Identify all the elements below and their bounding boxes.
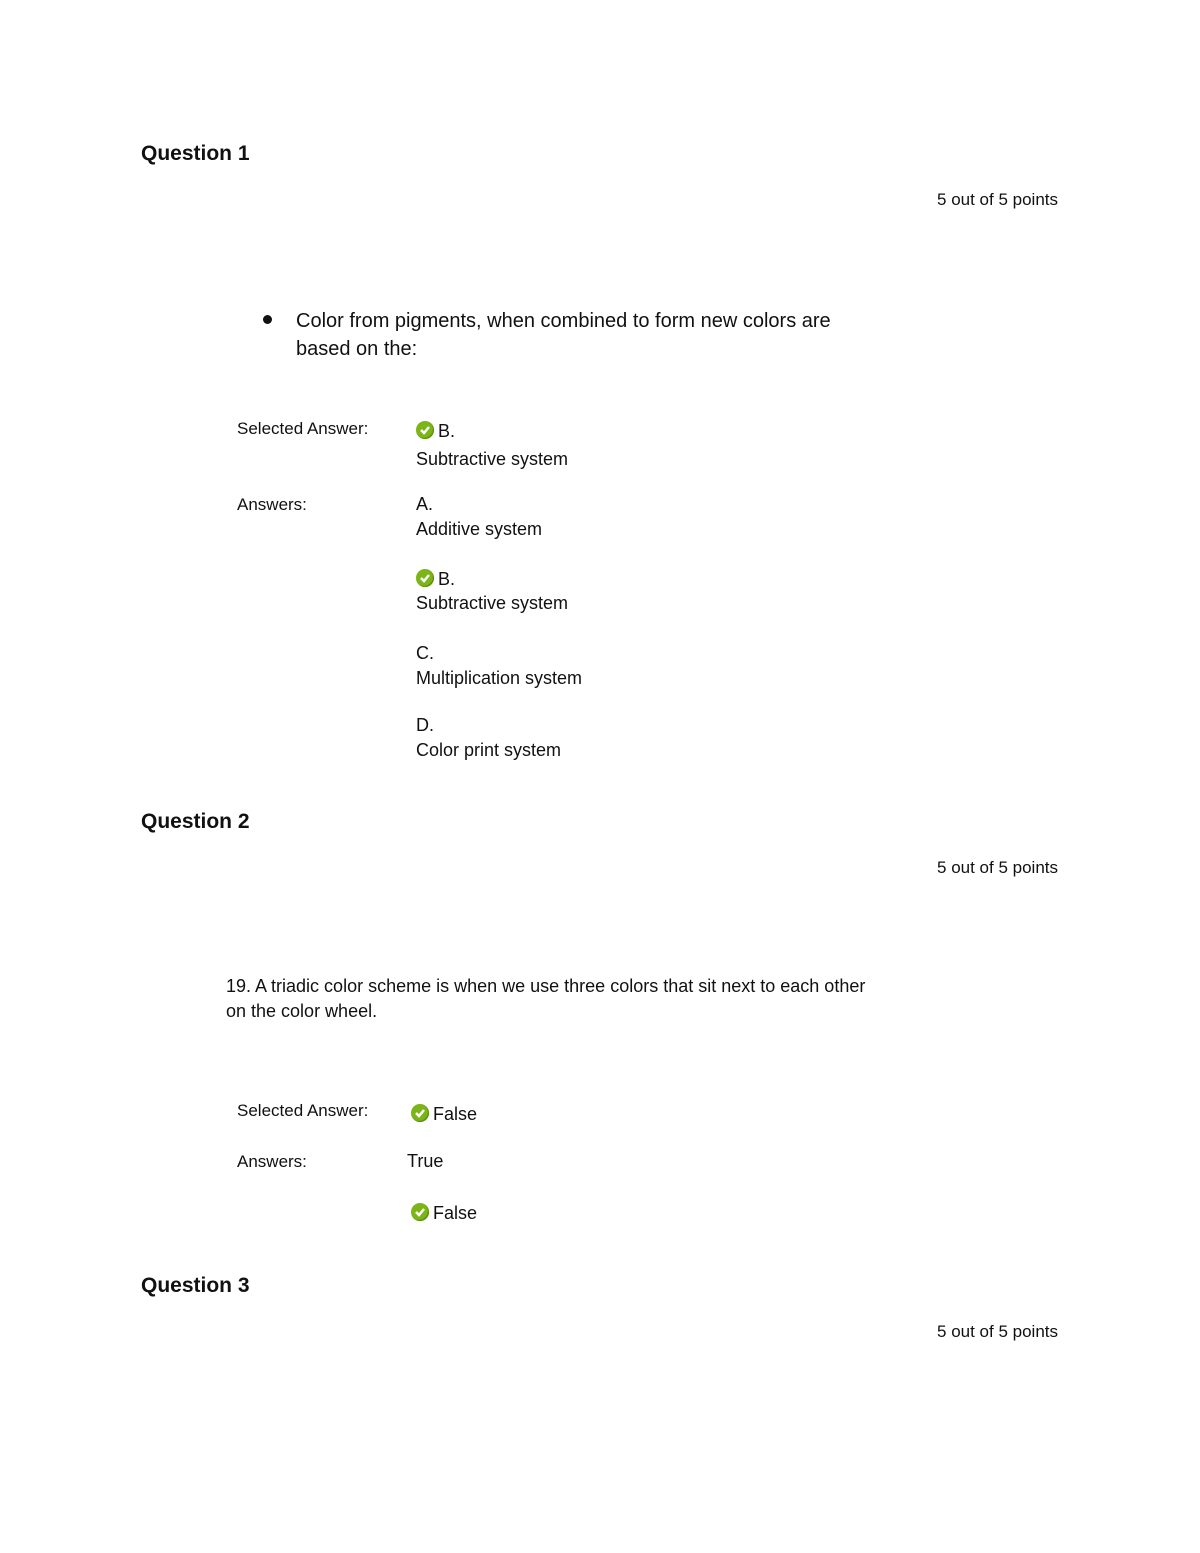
selected-answer-text: Subtractive system	[416, 449, 569, 469]
answer-letter: B.	[438, 421, 456, 441]
answer-letter: C.	[416, 643, 434, 663]
answer-text: Additive system	[416, 519, 543, 539]
question-3-title: Question 3	[141, 1274, 250, 1297]
question-3-points: 5 out of 5 points	[937, 1322, 1058, 1341]
correct-check-icon	[411, 1104, 429, 1122]
prompt-line: Color from pigments, when combined to form new colors are	[296, 310, 831, 332]
selected-answer-label: Selected Answer:	[237, 419, 369, 438]
correct-check-icon	[411, 1203, 429, 1221]
question-2-points: 5 out of 5 points	[937, 858, 1058, 877]
answer-text: False	[433, 1203, 478, 1223]
answer-text: Color print system	[416, 740, 562, 760]
prompt-line: 19. A triadic color scheme is when we use three colors that sit next to each other	[226, 976, 866, 996]
correct-check-icon	[416, 569, 434, 587]
prompt-line: based on the:	[296, 338, 418, 360]
selected-answer	[416, 421, 455, 442]
correct-check-icon	[416, 421, 434, 439]
question-1-points: 5 out of 5 points	[937, 190, 1058, 209]
selected-answer-label: Selected Answer:	[237, 1101, 369, 1120]
prompt-line: on the color wheel.	[226, 1001, 378, 1021]
bullet-icon	[263, 315, 272, 324]
answers-label: Answers:	[237, 1152, 307, 1171]
question-2-title: Question 2	[141, 810, 250, 833]
answer-option-a	[416, 494, 542, 540]
answer-option-b	[416, 569, 568, 614]
answer-letter: A.	[416, 494, 434, 514]
answer-option-d	[416, 715, 561, 761]
answer-text: Multiplication system	[416, 668, 583, 688]
answer-option-c	[416, 643, 582, 689]
answer-letter: D.	[416, 715, 434, 735]
answer-letter: B.	[438, 569, 456, 589]
answer-option-false	[411, 1203, 477, 1224]
answers-label: Answers:	[237, 495, 307, 514]
question-2-prompt	[226, 974, 865, 1024]
question-1-title: Question 1	[141, 142, 250, 165]
answer-text: False	[433, 1104, 478, 1124]
answer-text: Subtractive system	[416, 593, 569, 613]
question-1-prompt	[296, 307, 831, 363]
selected-answer	[411, 1104, 477, 1125]
answer-option-true: True	[407, 1151, 444, 1171]
